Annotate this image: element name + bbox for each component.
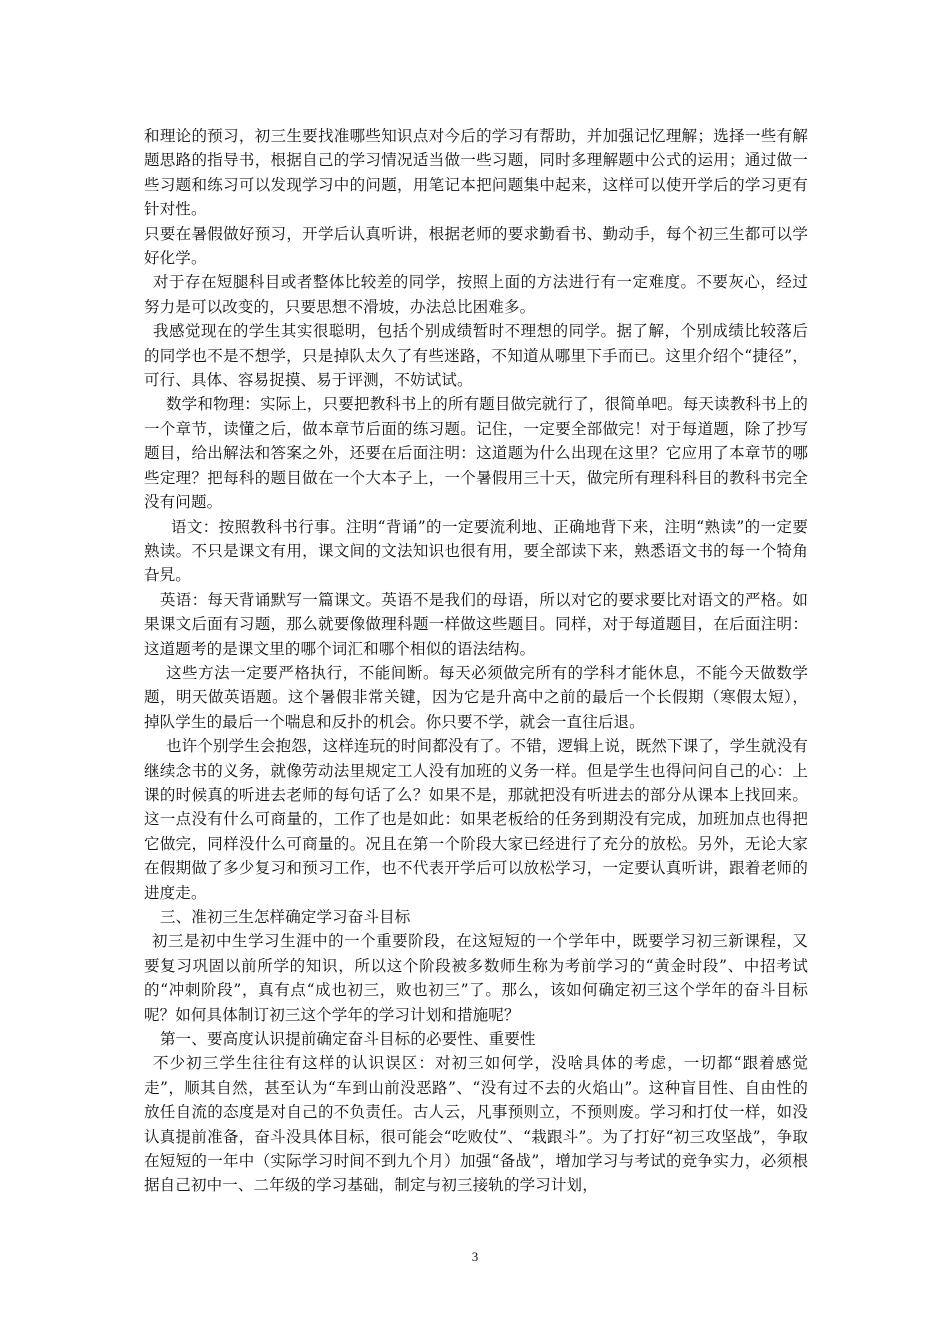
page-number: 3: [471, 1249, 479, 1264]
paragraph-preview-method: 和理论的预习，初三生要找准哪些知识点对今后的学习有帮助，并加强记忆理解；选择一些有解题思路的指导书，根据自己的学习情况适当做一些习题，同时多理解题中公式的运用；通过做一些习题和练习可以发现学习中的问题，用笔记本把问题集中起来，这样可以使开学后的学习更有针对性。: [144, 127, 808, 219]
paragraph-english: 英语：每天背诵默写一篇课文。英语不是我们的母语，所以对它的要求要比对语文的严格。如果课文后面有习题，那么就要像做理科题一样做这些题目。同样，对于每道题目，在后面注明：这道题考的是课文里的哪个词汇和哪个相似的语法结构。: [144, 590, 808, 658]
paragraph-shortcut-intro: 我感觉现在的学生其实很聪明，包括个别成绩暂时不理想的同学。据了解，个别成绩比较落后的同学也不是不想学，只是掉队太久了有些迷路，不知道从哪里下手而已。这里介绍个“捷径”，可行、具体、容易捉摸、易于评测，不妨试试。: [144, 322, 808, 390]
paragraph-complaint-response: 也许个别学生会抱怨，这样连玩的时间都没有了。不错，逻辑上说，既然下课了，学生就没有继续念书的义务，就像劳动法里规定工人没有加班的义务一样。但是学生也得问问自己的心：上课的时候真的听进去老师的每句话了么？如果不是，那就把没有听进去的部分从课本上找回来。这一点没有什么可商量的，工作了也是如此：如果老板给的任务到期没有完成，加班加点也得把它做完，同样没什么可商量的。况且在第一个阶段大家已经进行了充分的放松。另外，无论大家在假期做了多少复习和预习工作，也不代表开学后可以放松学习，一定要认真听讲，跟着老师的进度走。: [144, 737, 808, 902]
paragraph-math-physics: 数学和物理：实际上，只要把教科书上的所有题目做完就行了，很简单吧。每天读教科书上的一个章节，读懂之后，做本章节后面的练习题。记住，一定要全部做完！对于每道题，除了抄写题目，给出解法和答案之外，还要在后面注明：这道题为什么出现在这里？它应用了本章节的哪些定理？把每科的题目做在一个大本子上，一个暑假用三十天，做完所有理科科目的教科书完全没有问题。: [144, 395, 808, 512]
paragraph-misconceptions: 不少初三学生往往有这样的认识误区：对初三如何学，没啥具体的考虑，一切都“跟着感觉走”，顺其自然，甚至认为“车到山前没恶路”、“没有过不去的火焰山”。这种盲目性、自由性的放任自流的态度是对自己的不负责任。古人云，凡事预则立，不预则废。学习和打仗一样，如没认真提前准备，奋斗没具体目标，很可能会“吃败仗”、“栽跟斗”。为了打好“初三攻坚战”，争取在短短的一年中（实际学习时间不到九个月）加强“备战”，增加学习与考试的竞争实力，必须根据自己初中一、二年级的学习基础，制定与初三接轨的学习计划，: [144, 1054, 808, 1195]
subheading-first-point: 第一、要高度认识提前确定奋斗目标的必要性、重要性: [160, 1030, 536, 1049]
paragraph-chinese: 语文：按照教科书行事。注明“背诵”的一定要流利地、正确地背下来，注明“熟读”的一定要熟读。不只是课文有用，课文间的文法知识也很有用，要全部读下来，熟悉语文书的每一个犄角旮旯。: [144, 517, 808, 585]
paragraph-chemistry-summary: 只要在暑假做好预习，开学后认真听讲，根据老师的要求勤看书、勤动手，每个初三生都可以学好化学。: [144, 224, 808, 268]
paragraph-weak-subjects: 对于存在短腿科目或者整体比较差的同学，按照上面的方法进行有一定难度。不要灰心，经过努力是可以改变的，只要思想不滑坡，办法总比困难多。: [144, 273, 808, 316]
section-heading-goals: 三、准初三生怎样确定学习奋斗目标: [160, 908, 411, 926]
paragraph-strict-execution: 这些方法一定要严格执行，不能间断。每天必须做完所有的学科才能休息，不能今天做数学题，明天做英语题。这个暑假非常关键，因为它是升高中之前的最后一个长假期（寒假太短），掉队学生的最后一个喘息和反扑的机会。你只要不学，就会一直往后退。: [144, 663, 808, 731]
paragraph-grade-nine-importance: 初三是初中生学习生涯中的一个重要阶段，在这短短的一个学年中，既要学习初三新课程，又要复习巩固以前所学的知识，所以这个阶段被多数师生称为考前学习的“黄金时段”、中招考试的“冲刺阶段”，真有点“成也初三，败也初三”了。那么，该如何确定初三这个学年的奋斗目标呢？如何具体制订初三这个学年的学习计划和措施呢？: [144, 932, 808, 1024]
document-body: [144, 124, 808, 1198]
